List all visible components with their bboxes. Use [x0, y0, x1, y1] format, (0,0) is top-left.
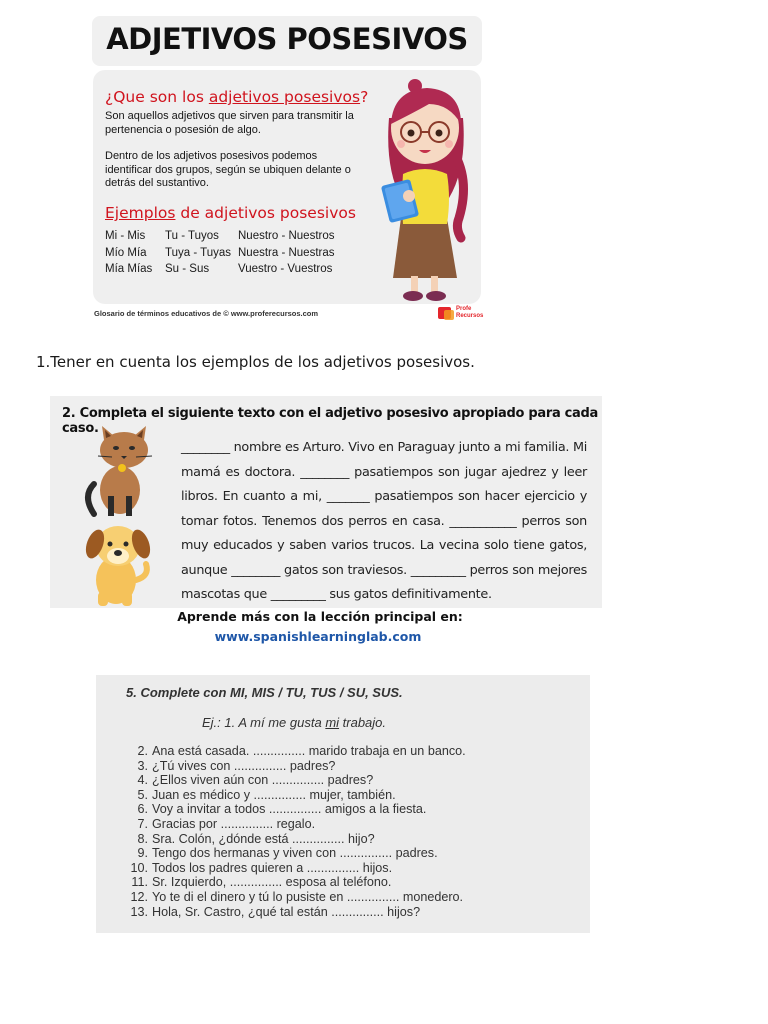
- exercise-2-text: ________ nombre es Arturo. Vivo en Paraguay junto a mi familia. Mi mamá es doctora. ________ pasatiempos son jugar ajedrez y leer libros. En cuanto a mi, _______ pasatiempos son hacer ejercicio y tomar fotos. Tenemos dos perros en casa. ___________ perros son muy educados y saben varios trucos. La vecina solo tiene gatos, aunque ________ gatos son traviesos. _________ perros son mejores mascotas que _________ sus gatos definitivamente.: [181, 440, 587, 602]
- poster-question: [105, 88, 368, 106]
- list-item: [120, 817, 466, 832]
- item-text: Tengo dos hermanas y viven con ............... padres.: [152, 846, 438, 861]
- list-item: [120, 802, 466, 817]
- item-number: 3.: [137, 758, 148, 773]
- list-item: [120, 890, 466, 905]
- example-cell: Mi - Mis: [105, 230, 146, 242]
- example-text-b: trabajo.: [339, 715, 387, 730]
- girl-illustration-icon: [371, 78, 479, 304]
- poster-title: ADJETIVOS POSESIVOS: [106, 22, 468, 56]
- example-text-a: A mí me gusta: [235, 715, 326, 730]
- example-cell: Mío Mía: [105, 246, 147, 259]
- poster-footer: Glosario de términos educativos de © www.proferecursos.com: [94, 309, 319, 318]
- item-number: 2.: [137, 744, 148, 758]
- item-text: Sr. Izquierdo, ............... esposa al teléfono.: [152, 875, 392, 890]
- item-text: Hola, Sr. Castro, ¿qué tal están ............... hijos?: [152, 904, 421, 919]
- examples-col-3: [238, 228, 335, 278]
- item-number: 8.: [137, 831, 148, 846]
- examples-col-2: [165, 228, 231, 278]
- examples-col-1: [105, 228, 152, 278]
- poster-title-box: [92, 16, 482, 66]
- instruction-1: 1.Tener en cuenta los ejemplos de los adjetivos posesivos.: [36, 353, 475, 371]
- item-number: 12.: [130, 889, 148, 904]
- poster: [86, 14, 486, 326]
- item-number: 5.: [137, 787, 148, 802]
- poster-groups: Dentro de los adjetivos posesivos podemos identificar dos grupos, según se ubiquen delante o detrás del sustantivo.: [105, 150, 351, 189]
- examples-highlight: Ejemplos: [105, 204, 176, 222]
- examples-rest: de adjetivos posesivos: [175, 204, 356, 222]
- learn-more-link[interactable]: www.spanishlearninglab.com: [214, 629, 422, 644]
- exercise-5-title: 5. Complete con MI, MIS / TU, TUS / SU, SUS.: [126, 685, 403, 700]
- item-number: 9.: [137, 846, 148, 861]
- poster-card: [93, 70, 481, 304]
- logo-line-2: Recursos: [456, 313, 484, 319]
- item-text: Juan es médico y ............... mujer, también.: [152, 787, 396, 802]
- example-cell: Su - Sus: [165, 263, 210, 275]
- poster-examples-heading: [105, 204, 356, 222]
- question-highlight: adjetivos posesivos: [208, 88, 361, 106]
- list-item: [120, 875, 466, 890]
- exercise-5-list: [120, 744, 466, 919]
- example-word: mi: [325, 715, 340, 730]
- logo-line-1: Profe: [456, 306, 472, 312]
- example-prefix: Ej.:: [202, 715, 225, 730]
- learn-more-text: Aprende más con la lección principal en:: [177, 609, 463, 624]
- list-item: [120, 832, 466, 847]
- list-item: [120, 861, 466, 876]
- example-number: 1.: [224, 715, 236, 730]
- example-cell: Tu - Tuyos: [165, 230, 219, 242]
- question-prefix: ¿Que son los: [105, 88, 209, 106]
- example-cell: Nuestro - Nuestros: [238, 230, 335, 242]
- list-item: [120, 905, 466, 920]
- list-item: [120, 846, 466, 861]
- item-number: 11.: [131, 875, 148, 890]
- item-text: Voy a invitar a todos ............... amigos a la fiesta.: [152, 802, 427, 817]
- exercise-5: [96, 675, 590, 933]
- list-item: [120, 744, 466, 759]
- list-item: [120, 773, 466, 788]
- exercise-2: [50, 396, 602, 608]
- proferecursos-logo-icon: [438, 306, 482, 322]
- example-cell: Nuestra - Nuestras: [238, 246, 335, 259]
- item-number: 13.: [130, 904, 148, 919]
- item-text: Gracias por ............... regalo.: [152, 816, 316, 831]
- item-text: Sra. Colón, ¿dónde está ............... hijo?: [152, 831, 375, 846]
- cat-icon: [80, 426, 160, 518]
- exercise-2-title: 2. Completa el siguiente texto con el adjetivo posesivo apropiado para cada caso.: [62, 406, 598, 436]
- item-text: Yo te di el dinero y tú lo pusiste en ............... monedero.: [152, 889, 464, 904]
- dog-icon: [80, 520, 156, 606]
- item-number: 6.: [137, 802, 148, 817]
- example-cell: Vuestro - Vuestros: [238, 263, 333, 275]
- item-number: 7.: [137, 816, 148, 831]
- example-cell: Mía Mías: [105, 263, 153, 275]
- list-item: [120, 759, 466, 774]
- item-text: Todos los padres quieren a ............... hijos.: [152, 860, 393, 875]
- item-text: Ana está casada. ............... marido trabaja en un banco.: [152, 744, 466, 758]
- example-cell: Tuya - Tuyas: [165, 246, 232, 259]
- question-suffix: ?: [360, 88, 369, 106]
- poster-definition: Son aquellos adjetivos que sirven para transmitir la pertenencia o posesión de algo.: [105, 110, 354, 136]
- item-number: 10.: [130, 860, 148, 875]
- list-item: [120, 788, 466, 803]
- item-text: ¿Ellos viven aún con ............... padres?: [152, 773, 374, 788]
- exercise-5-example: [202, 715, 386, 730]
- item-text: ¿Tú vives con ............... padres?: [152, 758, 336, 773]
- item-number: 4.: [137, 773, 148, 788]
